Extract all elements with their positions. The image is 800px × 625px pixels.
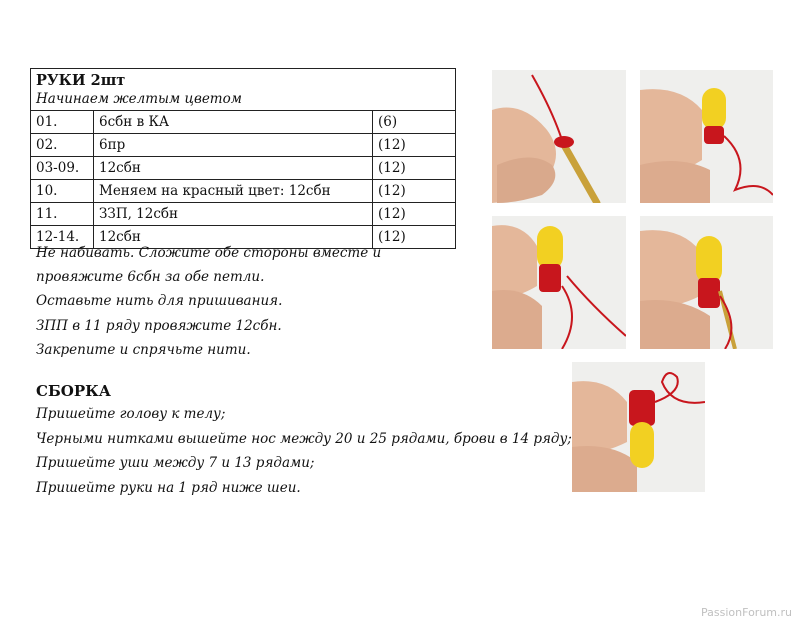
table-row bbox=[31, 180, 456, 203]
table-header-row bbox=[31, 69, 456, 111]
row-instruction: Меняем на красный цвет: 12сбн bbox=[94, 180, 373, 203]
note-line: Оставьте нить для пришивания. bbox=[36, 293, 283, 310]
row-number: 10. bbox=[31, 180, 94, 203]
assembly-section bbox=[36, 380, 572, 500]
row-count: (12) bbox=[373, 226, 456, 249]
assembly-title: СБОРКА bbox=[36, 382, 111, 400]
section-title: РУКИ 2шт bbox=[36, 72, 126, 89]
row-instruction: 12сбн bbox=[94, 226, 373, 249]
row-count: (12) bbox=[373, 203, 456, 226]
note-line: Закрепите и спрячьте нити. bbox=[36, 341, 251, 358]
step-photo-4 bbox=[640, 216, 773, 349]
step-photo-5 bbox=[572, 362, 705, 492]
assembly-line: Пришейте руки на 1 ряд ниже шеи. bbox=[36, 479, 301, 496]
note-line: провяжите 6сбн за обе петли. bbox=[36, 269, 265, 286]
row-count: (12) bbox=[373, 157, 456, 180]
step-photo-1 bbox=[492, 70, 626, 203]
row-instruction: 6пр bbox=[94, 134, 373, 157]
arm-with-hook-photo bbox=[640, 216, 773, 349]
note-line: Не набивать. Сложите обе стороны вместе и bbox=[36, 245, 382, 261]
row-number: 12-14. bbox=[31, 226, 94, 249]
table-header bbox=[31, 69, 456, 111]
yellow-red-arm-photo bbox=[492, 216, 626, 349]
step-photo-3 bbox=[492, 216, 626, 349]
table-row bbox=[31, 111, 456, 134]
table-row bbox=[31, 157, 456, 180]
section-subtitle: Начинаем желтым цветом bbox=[36, 91, 242, 107]
row-count: (12) bbox=[373, 180, 456, 203]
step-photo-2 bbox=[640, 70, 773, 203]
row-instruction: 6сбн в КА bbox=[94, 111, 373, 134]
row-instruction: 12сбн bbox=[94, 157, 373, 180]
yellow-arm-photo bbox=[640, 70, 773, 203]
crochet-hook-photo bbox=[492, 70, 626, 203]
row-instruction: ЗЗП, 12сбн bbox=[94, 203, 373, 226]
pattern-table bbox=[30, 68, 456, 249]
row-number: 02. bbox=[31, 134, 94, 157]
note-line: ЗПП в 11 ряду провяжите 12сбн. bbox=[36, 317, 282, 334]
row-count: (6) bbox=[373, 111, 456, 134]
assembly-line: Пришейте уши между 7 и 13 рядами; bbox=[36, 455, 315, 471]
watermark: PassionForum.ru bbox=[701, 606, 792, 619]
row-number: 03-09. bbox=[31, 157, 94, 180]
row-number: 01. bbox=[31, 111, 94, 134]
pattern-notes bbox=[36, 241, 381, 362]
assembly-line: Пришейте голову к телу; bbox=[36, 406, 226, 422]
table-row bbox=[31, 203, 456, 226]
row-number: 11. bbox=[31, 203, 94, 226]
table-row bbox=[31, 134, 456, 157]
assembly-line: Черными нитками вышейте нос между 20 и 25 рядами, брови в 14 ряду; bbox=[36, 430, 572, 447]
finished-arm-photo bbox=[572, 362, 705, 492]
row-count: (12) bbox=[373, 134, 456, 157]
